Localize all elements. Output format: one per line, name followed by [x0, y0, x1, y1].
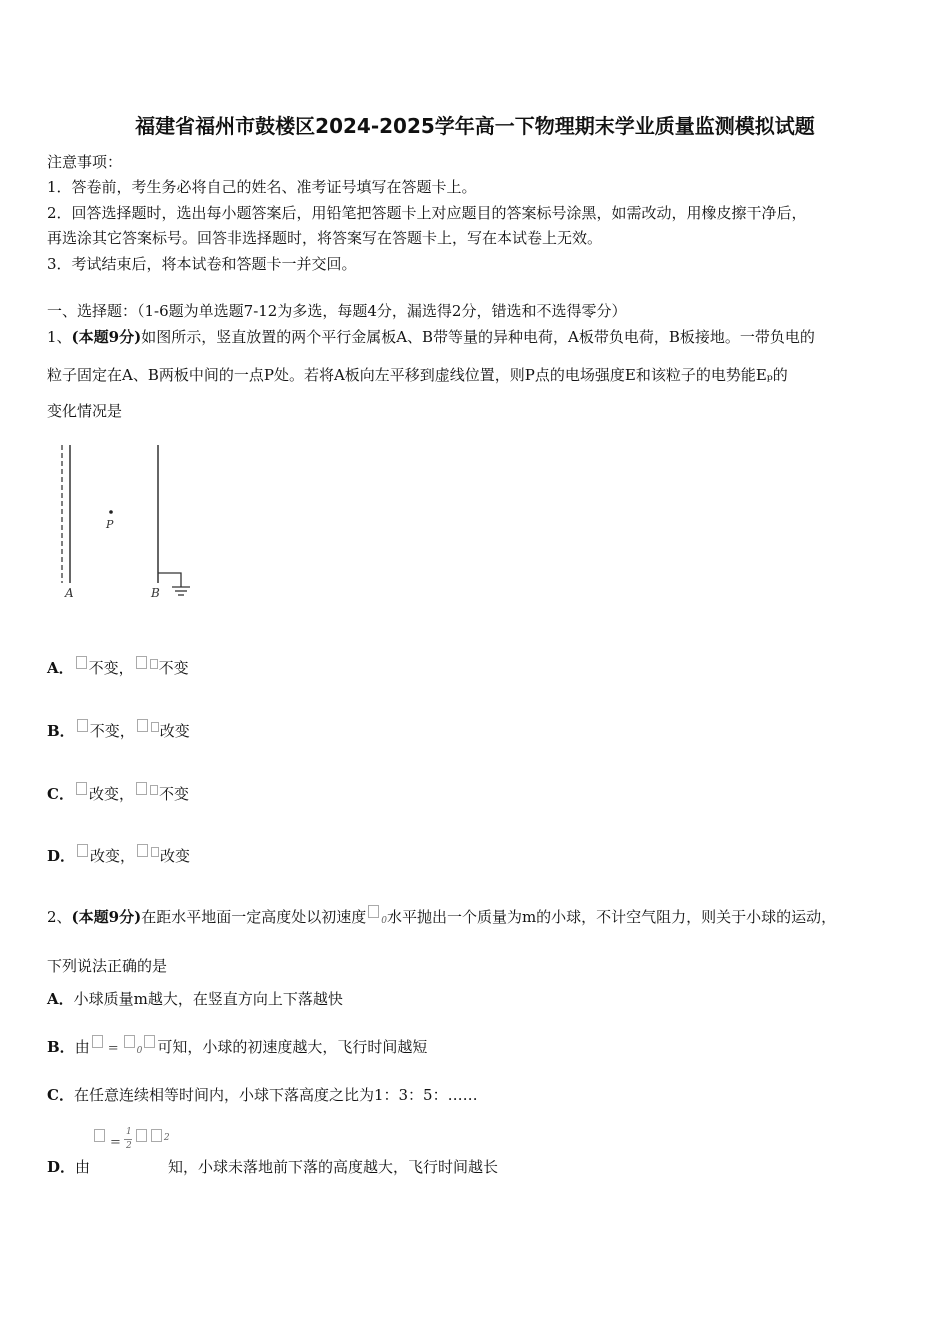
formula-placeholder-icon [137, 844, 148, 857]
formula-placeholder-icon [151, 722, 159, 732]
parallel-plates-figure [55, 440, 205, 608]
question-stem: 水平抛出一个质量为m的小球，不计空气阻力，则关于小球的运动， [386, 908, 837, 926]
formula-placeholder-icon [150, 659, 158, 669]
formula-placeholder-icon [124, 1035, 135, 1048]
option-text: 改变， [88, 785, 134, 803]
question-2-line-1 [47, 905, 836, 931]
formula-placeholder-icon [92, 1035, 103, 1048]
formula-placeholder-icon [76, 656, 87, 669]
question-number: 2、 [47, 908, 72, 926]
option-text: 改变 [159, 722, 190, 740]
formula-placeholder-icon [151, 1129, 162, 1142]
answer-option[interactable] [47, 1085, 478, 1105]
label-b: B [151, 586, 160, 600]
subscript: 0 [136, 1046, 143, 1056]
option-letter: B． [47, 722, 75, 740]
answer-option[interactable] [47, 1035, 427, 1061]
question-1-line-3: 变化情况是 [47, 402, 123, 420]
section-heading: 一、选择题：（1-6题为单选题7-12为多选，每题4分，漏选得2分，错选和不选得零分） [47, 302, 627, 320]
formula-placeholder-icon [136, 656, 147, 669]
option-text: 在任意连续相等时间内，小球下落高度之比为1：3：5：…… [73, 1086, 478, 1104]
option-text: 不变 [158, 659, 189, 677]
formula-placeholder-icon [94, 1129, 105, 1142]
question-2-line-2: 下列说法正确的是 [47, 957, 168, 975]
question-score: (本题9分) [71, 908, 142, 926]
option-text: 可知，小球的初速度越大，飞行时间越短 [157, 1038, 428, 1056]
answer-option[interactable] [47, 782, 189, 804]
notice-item: 再选涂其它答案标号。回答非选择题时，将答案写在答题卡上，写在本试卷上无效。 [47, 229, 603, 247]
notice-item: 1．答卷前，考生务必将自己的姓名、准考证号填写在答题卡上。 [47, 178, 477, 196]
formula-placeholder-icon [136, 1129, 147, 1142]
option-text: 由 [74, 1038, 90, 1056]
question-number: 1、 [47, 328, 72, 346]
option-letter: D． [47, 847, 76, 865]
option-text: 由 [75, 1158, 91, 1176]
option-text: 知，小球未落地前下落的高度越大，飞行时间越长 [168, 1158, 499, 1176]
question-1-line-1 [47, 327, 815, 347]
fraction-numerator: 1 [126, 1127, 132, 1137]
formula-placeholder-icon [77, 719, 88, 732]
question-1-line-2: 粒子固定在A、B两板中间的一点P处。若将A板向左平移到虚线位置，则P点的电场强度E和该粒子的电势能Eₚ的 [47, 366, 788, 384]
page-title: 福建省福州市鼓楼区2024-2025学年高一下物理期末学业质量监测模拟试题 [135, 114, 815, 138]
option-text: 小球质量m越大，在竖直方向上下落越快 [73, 990, 343, 1008]
formula-placeholder-icon [77, 844, 88, 857]
notice-item: 2．回答选择题时，选出每小题答案后，用铅笔把答题卡上对应题目的答案标号涂黑，如需改动，用橡皮擦干净后， [47, 204, 807, 222]
formula-placeholder-icon [151, 847, 159, 857]
answer-option[interactable] [47, 844, 190, 866]
answer-option[interactable] [47, 656, 189, 678]
formula-placeholder-icon [137, 719, 148, 732]
option-letter: A． [47, 659, 74, 677]
equals-sign: = [107, 1041, 119, 1056]
formula-placeholder-icon [136, 782, 147, 795]
formula-placeholder-icon [368, 905, 379, 918]
option-text: 改变， [90, 847, 136, 865]
option-letter: B． [47, 1038, 75, 1056]
notice-heading: 注意事项： [47, 153, 123, 171]
exponent: 2 [163, 1133, 170, 1143]
label-p: P [106, 518, 114, 531]
fraction-denominator: 2 [126, 1141, 132, 1151]
option-text: 不变 [158, 785, 189, 803]
formula-placeholder-icon [76, 782, 87, 795]
formula-placeholder-icon [150, 785, 158, 795]
question-stem: 如图所示，竖直放置的两个平行金属板A、B带等量的异种电荷，A板带负电荷，B板接地。一带负电的 [141, 328, 815, 346]
option-letter: C． [47, 1086, 74, 1104]
fraction-bar [124, 1139, 132, 1140]
answer-option[interactable] [47, 989, 343, 1009]
option-text: 不变， [88, 659, 134, 677]
option-letter: D． [47, 1158, 76, 1176]
formula-placeholder-icon [144, 1035, 155, 1048]
equals-sign: = [110, 1135, 121, 1150]
notice-item: 3．考试结束后，将本试卷和答题卡一并交回。 [47, 255, 357, 273]
option-letter: C． [47, 785, 74, 803]
question-score: (本题9分) [71, 328, 142, 346]
label-a: A [65, 586, 74, 600]
question-stem: 在距水平地面一定高度处以初速度 [141, 908, 367, 926]
ground-wire [158, 573, 181, 587]
answer-option[interactable] [47, 719, 190, 741]
point-p [109, 510, 113, 514]
option-letter: A． [47, 990, 74, 1008]
subscript: 0 [381, 916, 387, 926]
option-text: 改变 [160, 847, 191, 865]
answer-option[interactable] [47, 1157, 498, 1177]
option-text: 不变， [89, 722, 135, 740]
